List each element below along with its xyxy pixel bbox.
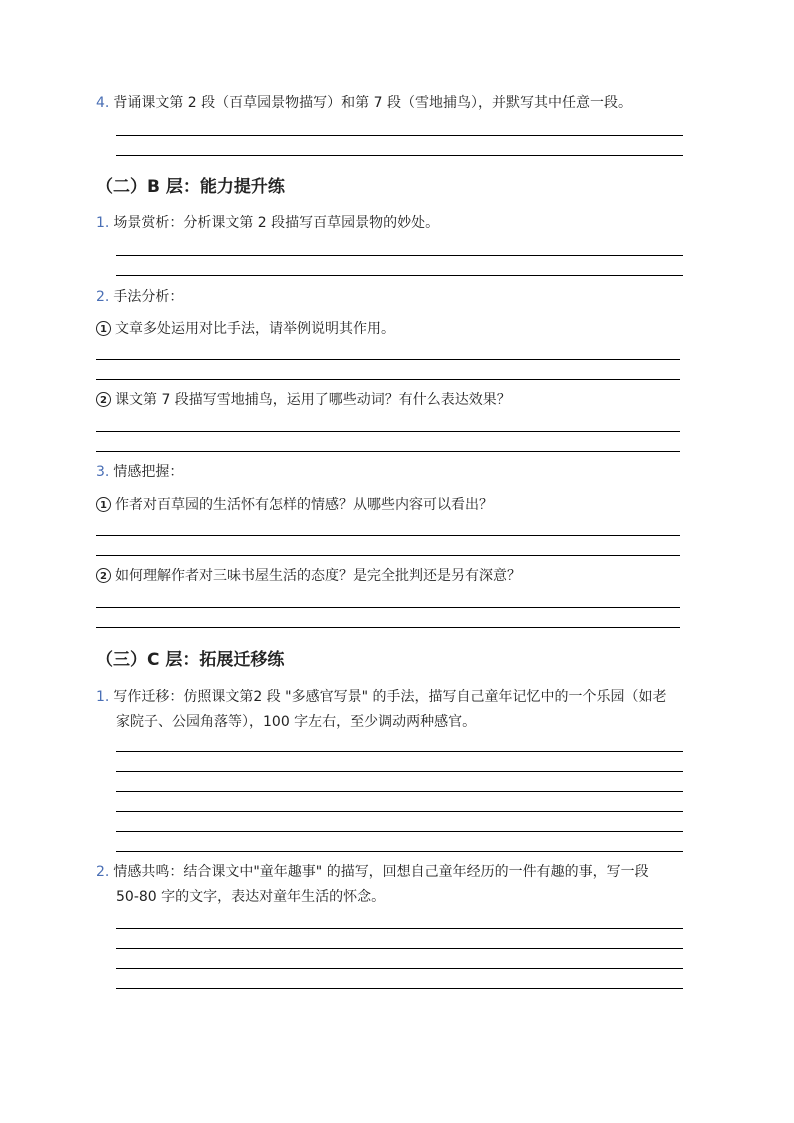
question-c2-line2: 50-80 字的文字，表达对童年生活的怀念。 [116,889,386,905]
question-b2 [96,287,183,307]
question-text: 情感把握： [113,464,184,480]
question-b3-sub2 [96,566,521,586]
question-c1 [96,687,667,707]
question-number: 2. [96,289,110,305]
question-text: 场景赏析：分析课文第 2 段描写百草园景物的妙处。 [113,215,440,231]
answer-line[interactable] [96,627,680,628]
answer-line[interactable] [96,535,680,536]
sub-question-text: 作者对百草园的生活怀有怎样的情感？从哪些内容可以看出？ [115,497,493,513]
answer-line[interactable] [116,155,683,156]
question-text: 背诵课文第 2 段（百草园景物描写）和第 7 段（雪地捕鸟），并默写其中任意一段。 [113,95,632,111]
answer-line[interactable] [116,751,683,752]
question-text-line1: 情感共鸣：结合课文中"童年趣事" 的描写，回想自己童年经历的一件有趣的事，写一段 [113,864,649,880]
answer-line[interactable] [116,791,683,792]
answer-line[interactable] [116,811,683,812]
answer-line[interactable] [116,948,683,949]
question-b3-sub1 [96,495,493,515]
question-b2-sub2 [96,390,511,410]
answer-line[interactable] [116,255,683,256]
answer-line[interactable] [116,771,683,772]
answer-line[interactable] [116,851,683,852]
question-b3 [96,462,183,482]
sub-question-text: 如何理解作者对三味书屋生活的态度？是完全批判还是另有深意？ [115,568,521,584]
answer-line[interactable] [96,431,680,432]
sub-question-text: 文章多处运用对比手法，请举例说明其作用。 [115,321,395,337]
circled-number: 1 [96,497,111,512]
answer-line[interactable] [116,135,683,136]
question-number: 4. [96,95,110,111]
circled-number: 1 [96,321,111,336]
answer-line[interactable] [116,968,683,969]
section-b-title: （二）B 层：能力提升练 [96,177,285,197]
answer-line[interactable] [116,928,683,929]
question-number: 1. [96,215,110,231]
question-c1-line2: 家院子、公园角落等），100 字左右，至少调动两种感官。 [116,714,477,730]
question-a4 [96,93,632,113]
question-number: 2. [96,864,110,880]
sub-question-text: 课文第 7 段描写雪地捕鸟，运用了哪些动词？有什么表达效果？ [115,392,511,408]
answer-line[interactable] [116,988,683,989]
question-b1 [96,213,439,233]
answer-line[interactable] [116,831,683,832]
answer-line[interactable] [96,359,680,360]
question-b2-sub1 [96,319,395,339]
question-text-line1: 写作迁移：仿照课文第2 段 "多感官写景" 的手法，描写自己童年记忆中的一个乐园（如老 [113,689,667,705]
answer-line[interactable] [116,275,683,276]
question-text: 手法分析： [113,289,184,305]
section-c-title: （三）C 层：拓展迁移练 [96,650,285,670]
answer-line[interactable] [96,607,680,608]
answer-line[interactable] [96,451,680,452]
circled-number: 2 [96,568,111,583]
circled-number: 2 [96,392,111,407]
question-number: 1. [96,689,110,705]
question-c2 [96,862,649,882]
answer-line[interactable] [96,379,680,380]
answer-line[interactable] [96,555,680,556]
question-number: 3. [96,464,110,480]
